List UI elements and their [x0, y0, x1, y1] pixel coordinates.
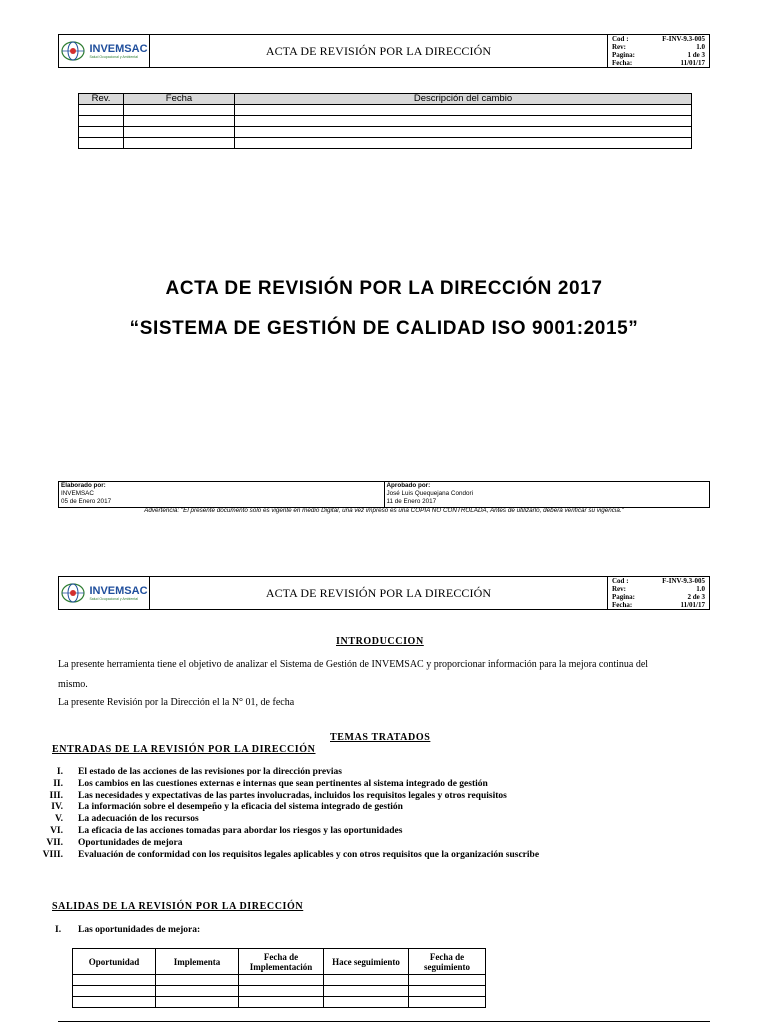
intro-paragraph: La presente herramienta tiene el objetivo de analizar el Sistema de Gestión de INVEMSAC y proporcionar información para la mejora continua del — [58, 659, 649, 670]
list-item: VI. La eficacia de las acciones tomadas para abordar los riesgos y las oportunidades — [50, 825, 403, 836]
brand-tagline: Salud Ocupacional y Ambiental — [89, 54, 138, 59]
table-row — [79, 138, 692, 149]
table-row — [79, 116, 692, 127]
list-item: I. El estado de las acciones de las revisiones por la dirección previas — [56, 767, 342, 777]
col-oportunidad: Oportunidad — [73, 949, 156, 975]
intro-paragraph-cont: mismo. — [58, 679, 88, 690]
table-row — [79, 127, 692, 138]
approval-box — [58, 481, 710, 508]
company-logo — [59, 577, 150, 609]
cover-subtitle: “SISTEMA DE GESTIÓN DE CALIDAD ISO 9001:2015” — [129, 318, 639, 339]
col-hace-seguimiento: Hace seguimiento — [324, 949, 409, 975]
globe-icon — [60, 581, 86, 605]
list-item: IV. La información sobre el desempeño y la eficacia del sistema integrado de gestión — [51, 802, 403, 813]
col-fecha-implementacion: Fecha de Implementación — [239, 949, 324, 975]
entradas-list — [28, 767, 539, 861]
salidas-item: Las oportunidades de mejora: — [78, 925, 201, 935]
salidas-heading: SALIDAS DE LA REVISIÓN POR LA DIRECCIÓN — [52, 901, 304, 912]
table-row — [79, 105, 692, 116]
cover-title: ACTA DE REVISIÓN POR LA DIRECCIÓN 2017 — [165, 278, 603, 299]
col-implementa: Implementa — [156, 949, 239, 975]
document-header-page2 — [58, 576, 710, 610]
table-row — [73, 997, 486, 1008]
list-item: II. Los cambios en las cuestiones externas e internas que sean pertinentes al sistema integrado de gestión — [53, 778, 488, 789]
aprobado-cell: Aprobado por: José Luis Quequejana Condori 11 de Enero 2017 — [384, 482, 710, 507]
col-rev: Rev. — [79, 94, 124, 105]
header-title: ACTA DE REVISIÓN POR LA DIRECCIÓN — [150, 35, 608, 67]
opportunities-table — [72, 948, 486, 1008]
header-title: ACTA DE REVISIÓN POR LA DIRECCIÓN — [150, 577, 608, 609]
brand-name: INVEMSAC — [89, 584, 148, 597]
list-item: VIII. Evaluación de conformidad con los requisitos legales aplicables y con otros requisitos que la organización suscribe — [42, 849, 540, 860]
globe-icon — [60, 39, 86, 63]
list-item: VII. Oportunidades de mejora — [46, 837, 183, 848]
table-row — [73, 986, 486, 997]
table-row — [73, 975, 486, 986]
elaborado-cell: Elaborado por: INVEMSAC 05 de Enero 2017 — [61, 482, 112, 505]
document-header — [58, 34, 710, 68]
company-logo — [59, 35, 150, 67]
salidas-item-number: I. — [55, 925, 62, 935]
page-bottom-rule — [58, 1021, 710, 1022]
col-descripcion: Descripción del cambio — [235, 94, 692, 105]
brand-name: INVEMSAC — [89, 42, 148, 55]
warning-note: Advertencia: "El presente documento solo es vigente en medio Digital, una vez impreso es una COPIA NO CONTROLADA, Antes de utilizarlo, deberá verificar su vigencia." — [144, 507, 624, 514]
revision-table — [78, 93, 692, 149]
list-item: III. Las necesidades y expectativas de las partes involucradas, incluidos los requisitos legales y otros requisitos — [49, 790, 507, 801]
brand-tagline: Salud Ocupacional y Ambiental — [89, 596, 138, 601]
header-meta: Cod : F-INV-9.3-005 Rev: 1.0 Pagina: 2 de 3 Fecha: 11/01/17 — [612, 576, 705, 610]
entradas-heading: ENTRADAS DE LA REVISIÓN POR LA DIRECCIÓN — [52, 744, 316, 755]
col-fecha: Fecha — [124, 94, 235, 105]
intro-review-line: La presente Revisión por la Dirección el la N° 01, de fecha — [58, 697, 295, 708]
temas-heading: TEMAS TRATADOS — [330, 732, 431, 743]
list-item: V. La adecuación de los recursos — [54, 814, 199, 825]
intro-heading: INTRODUCCION — [336, 636, 424, 647]
header-meta: Cod : F-INV-9.3-005 Rev: 1.0 Pagina: 1 de 3 Fecha: 11/01/17 — [612, 34, 705, 68]
col-fecha-seguimiento: Fecha de seguimiento — [409, 949, 486, 975]
